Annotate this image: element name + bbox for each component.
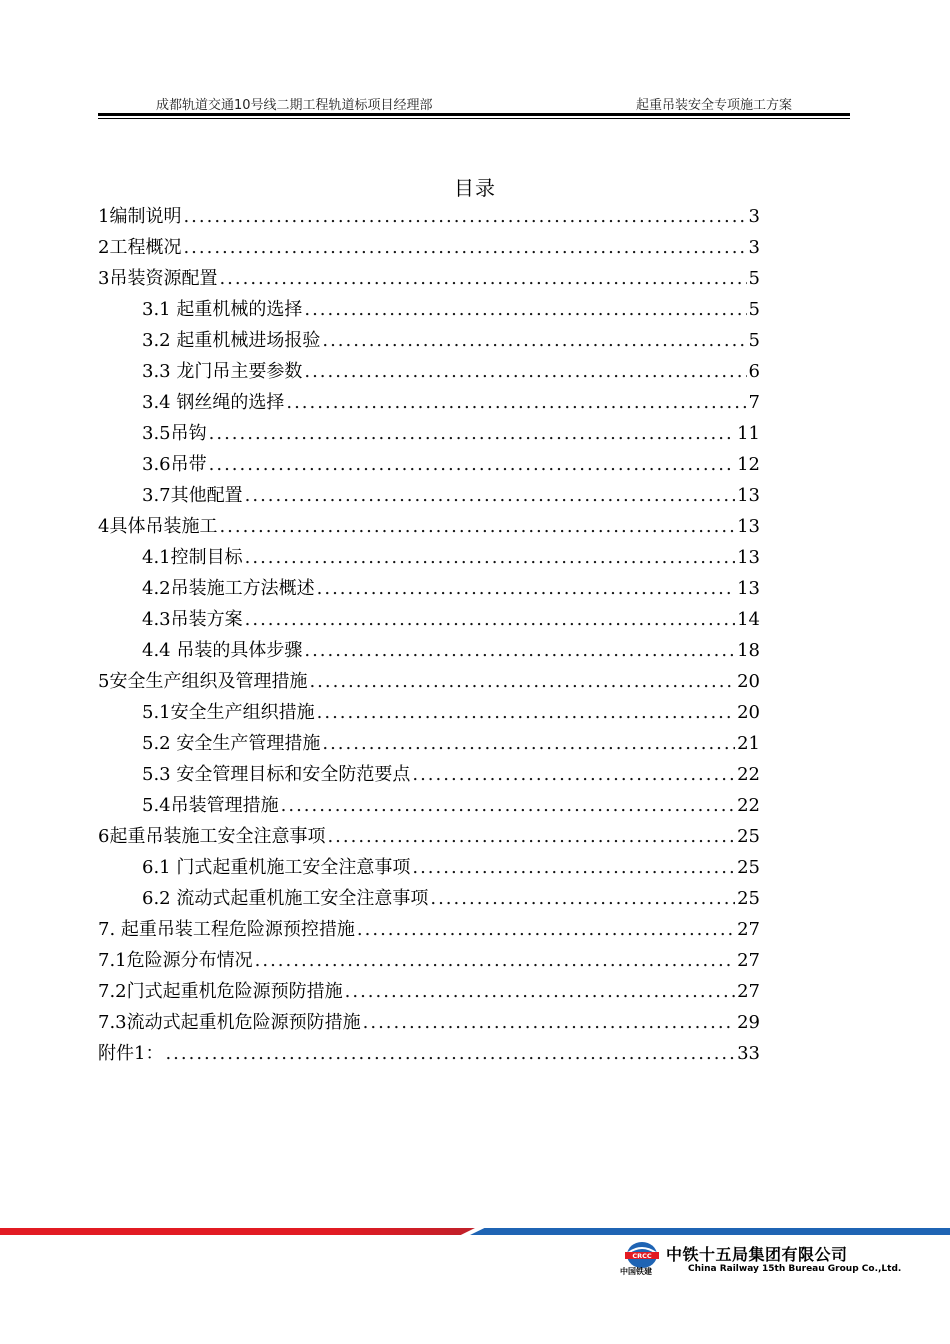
toc-entry-label: 7.3流动式起重机危险源预防措施 (98, 1012, 361, 1033)
toc-entry-page: 25 (737, 857, 760, 878)
toc-entry[interactable] (98, 201, 760, 232)
toc-leader-dots (219, 511, 735, 542)
toc-entry[interactable] (98, 542, 760, 573)
toc-entry[interactable] (98, 325, 760, 356)
toc-entry-page: 14 (737, 609, 760, 630)
toc-entry-page: 5 (748, 299, 760, 320)
toc-entry-page: 20 (737, 671, 760, 692)
toc-entry-page: 3 (748, 237, 760, 258)
toc-entry[interactable] (98, 1038, 760, 1069)
toc-leader-dots (322, 728, 735, 759)
toc-entry-page: 11 (737, 423, 760, 444)
toc-entry-page: 13 (737, 578, 760, 599)
toc-entry-page: 20 (737, 702, 760, 723)
toc-entry[interactable] (98, 1007, 760, 1038)
toc-entry-label: 3.7其他配置 (142, 485, 243, 506)
toc-entry-label: 3吊装资源配置 (98, 268, 218, 289)
toc-leader-dots (209, 418, 735, 449)
toc-entry-page: 33 (737, 1043, 760, 1064)
toc-leader-dots (183, 201, 746, 232)
toc-entry-label: 3.6吊带 (142, 454, 207, 475)
toc-leader-dots (327, 821, 735, 852)
toc-entry-label: 5安全生产组织及管理措施 (98, 671, 308, 692)
toc-entry-label: 5.1安全生产组织措施 (142, 702, 315, 723)
toc-entry-page: 25 (737, 826, 760, 847)
toc-entry-label: 3.5吊钩 (142, 423, 207, 444)
toc-entry-page: 13 (737, 547, 760, 568)
toc-leader-dots (255, 945, 735, 976)
table-of-contents (98, 201, 760, 1069)
toc-leader-dots (317, 573, 735, 604)
toc-entry[interactable] (98, 294, 760, 325)
toc-leader-dots (363, 1007, 735, 1038)
toc-entry-label: 5.3 安全管理目标和安全防范要点 (142, 764, 411, 785)
toc-entry-page: 18 (737, 640, 760, 661)
toc-entry[interactable] (98, 449, 760, 480)
toc-leader-dots (183, 232, 746, 263)
toc-entry-label: 3.1 起重机械的选择 (142, 299, 303, 320)
logo-subtitle: 中国铁建 (620, 1267, 652, 1276)
toc-entry-label: 3.4 钢丝绳的选择 (142, 392, 285, 413)
toc-leader-dots (430, 883, 735, 914)
toc-entry[interactable] (98, 573, 760, 604)
toc-entry[interactable] (98, 604, 760, 635)
toc-entry-page: 13 (737, 516, 760, 537)
footer-red-stripe (0, 1228, 475, 1235)
toc-entry-page: 5 (748, 268, 760, 289)
toc-entry-page: 13 (737, 485, 760, 506)
toc-entry[interactable] (98, 883, 760, 914)
toc-entry[interactable] (98, 759, 760, 790)
toc-entry-page: 27 (737, 981, 760, 1002)
toc-entry[interactable] (98, 697, 760, 728)
toc-entry-label: 4.4 吊装的具体步骤 (142, 640, 303, 661)
toc-entry-page: 7 (748, 392, 760, 413)
toc-entry[interactable] (98, 356, 760, 387)
toc-entry[interactable] (98, 945, 760, 976)
toc-entry-page: 22 (737, 795, 760, 816)
toc-leader-dots (245, 480, 735, 511)
toc-entry[interactable] (98, 976, 760, 1007)
toc-entry[interactable] (98, 511, 760, 542)
footer-blue-stripe (470, 1228, 950, 1235)
toc-entry-label: 7. 起重吊装工程危险源预控措施 (98, 919, 355, 940)
toc-entry-label: 3.2 起重机械进场报验 (142, 330, 321, 351)
page-header (98, 88, 850, 118)
toc-leader-dots (286, 387, 746, 418)
toc-entry-page: 6 (748, 361, 760, 382)
toc-entry-label: 6.2 流动式起重机施工安全注意事项 (142, 888, 429, 909)
toc-entry-label: 5.4吊装管理措施 (142, 795, 279, 816)
toc-leader-dots (304, 635, 735, 666)
toc-leader-dots (357, 914, 735, 945)
toc-leader-dots (345, 976, 735, 1007)
toc-entry-page: 3 (748, 206, 760, 227)
toc-leader-dots (322, 325, 746, 356)
toc-entry-label: 2工程概况 (98, 237, 182, 258)
toc-entry-label: 5.2 安全生产管理措施 (142, 733, 321, 754)
company-name-cn: 中铁十五局集团有限公司 (666, 1245, 848, 1264)
toc-entry[interactable] (98, 821, 760, 852)
toc-leader-dots (412, 759, 735, 790)
toc-entry-label: 6.1 门式起重机施工安全注意事项 (142, 857, 411, 878)
toc-leader-dots (412, 852, 735, 883)
toc-entry-page: 21 (737, 733, 760, 754)
toc-entry-label: 6起重吊装施工安全注意事项 (98, 826, 326, 847)
toc-entry[interactable] (98, 387, 760, 418)
toc-leader-dots (245, 604, 735, 635)
toc-entry-label: 7.1危险源分布情况 (98, 950, 253, 971)
toc-entry-label: 7.2门式起重机危险源预防措施 (98, 981, 343, 1002)
toc-entry-label: 1编制说明 (98, 206, 182, 227)
toc-leader-dots (245, 542, 735, 573)
toc-entry-label: 4.1控制目标 (142, 547, 243, 568)
toc-entry[interactable] (98, 480, 760, 511)
toc-entry-label: 4.3吊装方案 (142, 609, 243, 630)
logo-text: CRCC (632, 1252, 652, 1260)
toc-entry-page: 29 (737, 1012, 760, 1033)
toc-entry[interactable] (98, 666, 760, 697)
header-project-name: 成都轨道交通10号线二期工程轨道标项目经理部 (156, 98, 433, 113)
toc-entry[interactable] (98, 232, 760, 263)
toc-entry-page: 12 (737, 454, 760, 475)
toc-leader-dots (304, 356, 746, 387)
toc-entry-label: 4.2吊装施工方法概述 (142, 578, 315, 599)
toc-entry-label: 附件1： (98, 1043, 164, 1064)
toc-entry[interactable] (98, 728, 760, 759)
toc-entry-page: 27 (737, 919, 760, 940)
company-name-en: China Railway 15th Bureau Group Co.,Ltd. (688, 1264, 902, 1274)
header-rule (98, 113, 850, 116)
toc-entry[interactable] (98, 263, 760, 294)
header-document-title: 起重吊装安全专项施工方案 (635, 98, 792, 113)
toc-entry-label: 3.3 龙门吊主要参数 (142, 361, 303, 382)
toc-entry[interactable] (98, 914, 760, 945)
toc-entry-page: 25 (737, 888, 760, 909)
toc-entry[interactable] (98, 790, 760, 821)
header-rule-thin (98, 118, 850, 119)
toc-leader-dots (209, 449, 735, 480)
toc-leader-dots (281, 790, 735, 821)
toc-entry[interactable] (98, 852, 760, 883)
toc-leader-dots (304, 294, 746, 325)
toc-leader-dots (165, 1038, 735, 1069)
toc-entry-page: 5 (748, 330, 760, 351)
toc-entry-page: 22 (737, 764, 760, 785)
toc-entry[interactable] (98, 418, 760, 449)
toc-entry[interactable] (98, 635, 760, 666)
toc-leader-dots (309, 666, 735, 697)
toc-title: 目录 (454, 176, 496, 200)
toc-leader-dots (317, 697, 735, 728)
toc-entry-page: 27 (737, 950, 760, 971)
toc-leader-dots (219, 263, 746, 294)
toc-entry-label: 4具体吊装施工 (98, 516, 218, 537)
